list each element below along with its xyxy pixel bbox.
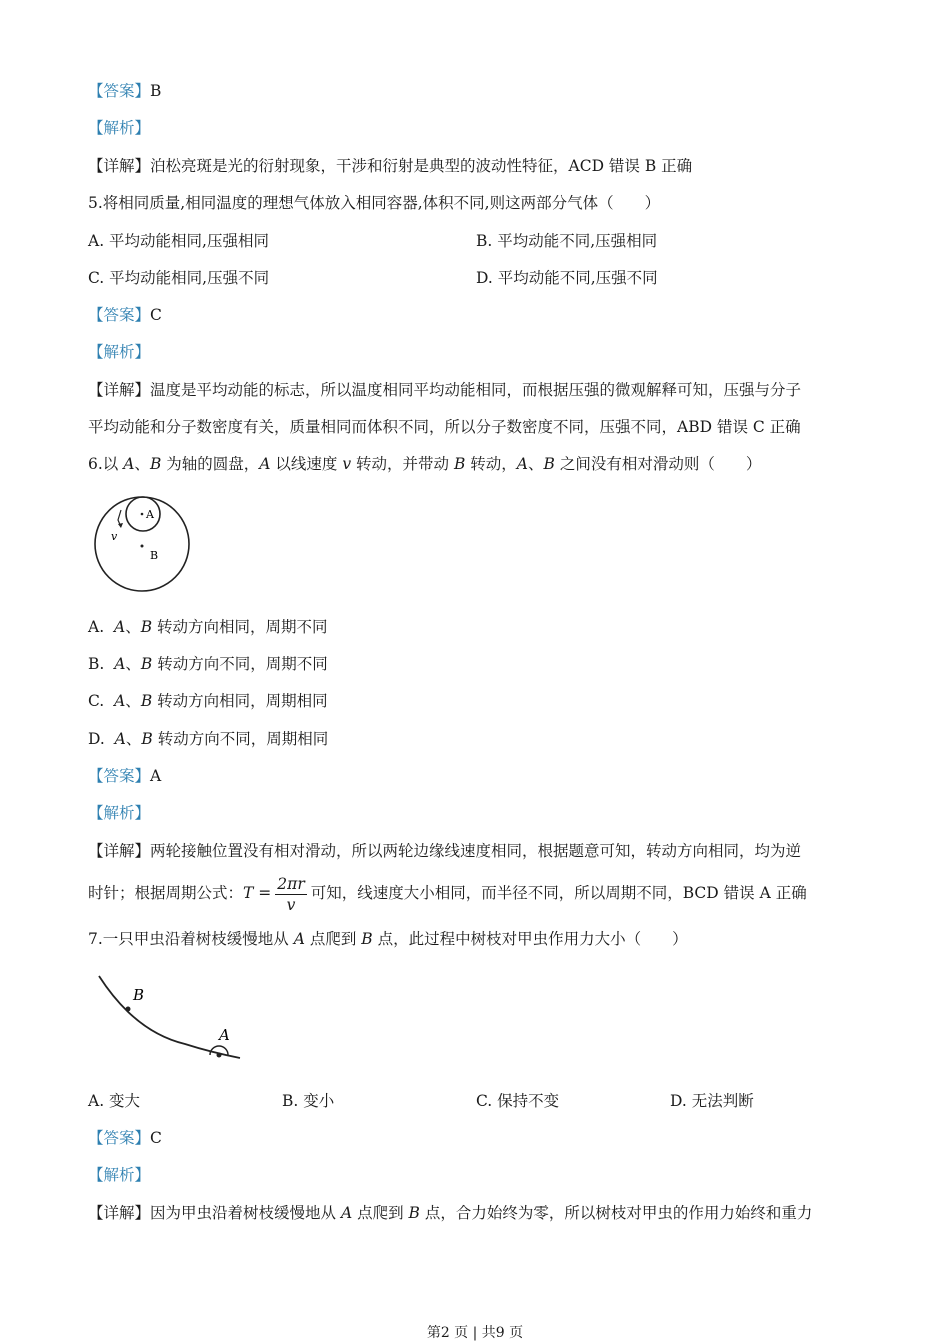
analysis-tag: 【解析】 <box>88 119 151 137</box>
q5-option-a: A. 平均动能相同,压强相同 <box>88 232 269 250</box>
analysis-tag: 【解析】 <box>88 804 151 822</box>
option-letter: C. <box>88 692 105 710</box>
q4-analysis-line <box>88 117 150 139</box>
q6-analysis-line <box>88 802 150 824</box>
label-v: v <box>111 530 118 543</box>
detail-tag: 【详解】 <box>88 1204 151 1222</box>
center-b-dot <box>141 545 144 548</box>
point-a-dot <box>217 1053 222 1058</box>
q5-detail-1: 温度是平均动能的标志，所以温度相同平均动能相同，而根据压强的微观解释可知，压强与分子 <box>150 381 802 399</box>
analysis-tag: 【解析】 <box>88 1166 151 1184</box>
option-var-a: A <box>114 692 126 710</box>
option-var-b: B <box>140 692 153 710</box>
q7-branch-figure <box>95 972 245 1067</box>
q6-option-b <box>88 653 328 675</box>
option-letter: D. <box>88 730 105 748</box>
option-letter: A. <box>88 618 105 636</box>
disc-b-circle <box>95 497 189 591</box>
formula-lhs: T = <box>243 884 272 902</box>
q5-answer: C <box>150 306 162 324</box>
q6-stem-text: 以线速度 <box>270 455 343 473</box>
q6-answer: A <box>150 767 162 785</box>
option-sep: 、 <box>125 618 141 636</box>
q6-answer-line <box>88 765 161 787</box>
q7-option-c: C. 保持不变 <box>476 1092 560 1110</box>
q6-stem-var-b: B <box>543 455 555 473</box>
q7-answer: C <box>150 1129 162 1147</box>
analysis-tag: 【解析】 <box>88 343 151 361</box>
q5-option-b: B. 平均动能不同,压强相同 <box>476 232 658 250</box>
option-var-a: A <box>114 730 126 748</box>
point-b-dot <box>126 1007 131 1012</box>
q7-stem <box>88 928 688 950</box>
q7-option-b: B. 变小 <box>282 1092 335 1110</box>
q6-stem-var-a: A <box>259 455 271 473</box>
answer-tag: 【答案】 <box>88 1129 151 1147</box>
q6-stem-text: 转动， <box>465 455 517 473</box>
q6-detail-line-1 <box>88 840 801 862</box>
q7-detail-text: 因为甲虫沿着树枝缓慢地从 <box>150 1204 341 1222</box>
q6-detail-2-suffix: 可知，线速度大小相同，而半径不同，所以周期不同，BCD 错误 A 正确 <box>310 884 807 902</box>
option-text: 转动方向不同，周期不同 <box>152 655 328 673</box>
q4-detail: 泊松亮斑是光的衍射现象，干涉和衍射是典型的波动性特征，ACD 错误 B 正确 <box>150 157 693 175</box>
formula-numerator: 2πr <box>277 874 305 893</box>
q7-detail-line <box>88 1202 812 1224</box>
q7-detail-text: 点爬到 <box>352 1204 409 1222</box>
q6-stem <box>88 453 761 475</box>
q5-option-d: D. 平均动能不同,压强不同 <box>476 269 658 287</box>
q6-option-d <box>88 728 328 750</box>
q6-stem-text: 转动，并带动 <box>351 455 454 473</box>
q5-answer-line <box>88 304 162 326</box>
option-sep: 、 <box>125 692 141 710</box>
q6-stem-text: 6.以 <box>88 455 124 473</box>
q5-analysis-line <box>88 341 150 363</box>
option-text: 转动方向相同，周期相同 <box>152 692 328 710</box>
q7-stem-text: 7.一只甲虫沿着树枝缓慢地从 <box>88 930 294 948</box>
q4-detail-line <box>88 155 692 177</box>
answer-tag: 【答案】 <box>88 82 151 100</box>
q5-stem: 5.将相同质量,相同温度的理想气体放入相同容器,体积不同,则这两部分气体（ ） <box>88 194 661 212</box>
answer-tag: 【答案】 <box>88 306 151 324</box>
q7-answer-line <box>88 1127 162 1149</box>
option-letter: B. <box>88 655 105 673</box>
q6-stem-var-a: A <box>123 455 135 473</box>
detail-tag: 【详解】 <box>88 157 151 175</box>
page-footer: 第2 页 | 共9 页 <box>426 1325 524 1341</box>
formula-denominator: v <box>286 895 296 914</box>
q6-stem-var-b: B <box>149 455 162 473</box>
option-var-b: B <box>140 618 153 636</box>
period-formula-fraction <box>275 874 306 915</box>
q5-option-c: C. 平均动能相同,压强不同 <box>88 269 270 287</box>
q7-option-a: A. 变大 <box>88 1092 141 1110</box>
q7-analysis-line <box>88 1164 150 1186</box>
q6-stem-text: 、 <box>134 455 150 473</box>
velocity-arrowhead-icon <box>118 523 123 528</box>
q7-stem-text: 点爬到 <box>304 930 362 948</box>
q7-stem-var-a: A <box>293 930 305 948</box>
detail-tag: 【详解】 <box>88 381 151 399</box>
q6-stem-text: 之间没有相对滑动则（ ） <box>554 455 762 473</box>
q6-detail-2-prefix: 时针；根据周期公式： <box>88 884 244 902</box>
option-var-b: B <box>140 655 153 673</box>
answer-tag: 【答案】 <box>88 767 151 785</box>
q7-stem-text: 点，此过程中树枝对甲虫作用力大小（ ） <box>372 930 688 948</box>
q6-stem-text: 为轴的圆盘， <box>161 455 260 473</box>
q5-detail-line-1 <box>88 379 801 401</box>
q6-stem-var-b: B <box>453 455 466 473</box>
label-b: B <box>133 986 145 1004</box>
option-sep: 、 <box>125 730 142 748</box>
option-var-a: A <box>113 618 126 636</box>
option-text: 转动方向不同，周期相同 <box>152 730 329 748</box>
q6-detail-1: 两轮接触位置没有相对滑动，所以两轮边缘线速度相同，根据题意可知，转动方向相同，均为逆 <box>150 842 802 860</box>
label-a: A <box>146 508 154 521</box>
q4-answer-line <box>88 80 161 102</box>
q7-detail-text: 点，合力始终为零，所以树枝对甲虫的作用力始终和重力 <box>419 1204 813 1222</box>
option-text: 转动方向相同，周期不同 <box>152 618 328 636</box>
q6-option-a <box>88 616 328 638</box>
center-a-dot <box>141 513 144 516</box>
q6-detail-line-2 <box>88 872 807 915</box>
q7-detail-var-b: B <box>408 1204 420 1222</box>
q4-answer: B <box>150 82 162 100</box>
detail-tag: 【详解】 <box>88 842 151 860</box>
q7-stem-var-b: B <box>361 930 373 948</box>
q6-stem-text: 、 <box>527 455 544 473</box>
q6-disc-figure <box>90 492 194 594</box>
option-var-a: A <box>114 655 126 673</box>
label-a: A <box>219 1026 230 1044</box>
q7-detail-var-a: A <box>340 1204 353 1222</box>
q7-option-d: D. 无法判断 <box>670 1092 754 1110</box>
q6-stem-var-a: A <box>516 455 528 473</box>
label-b: B <box>150 549 159 562</box>
q6-option-c <box>88 690 328 712</box>
q6-stem-var-v: v <box>342 455 352 473</box>
q5-detail-line-2: 平均动能和分子数密度有关，质量相同而体积不同，所以分子数密度不同，压强不同，ABD 错误 C 正确 <box>88 418 801 436</box>
option-sep: 、 <box>125 655 141 673</box>
option-var-b: B <box>141 730 153 748</box>
